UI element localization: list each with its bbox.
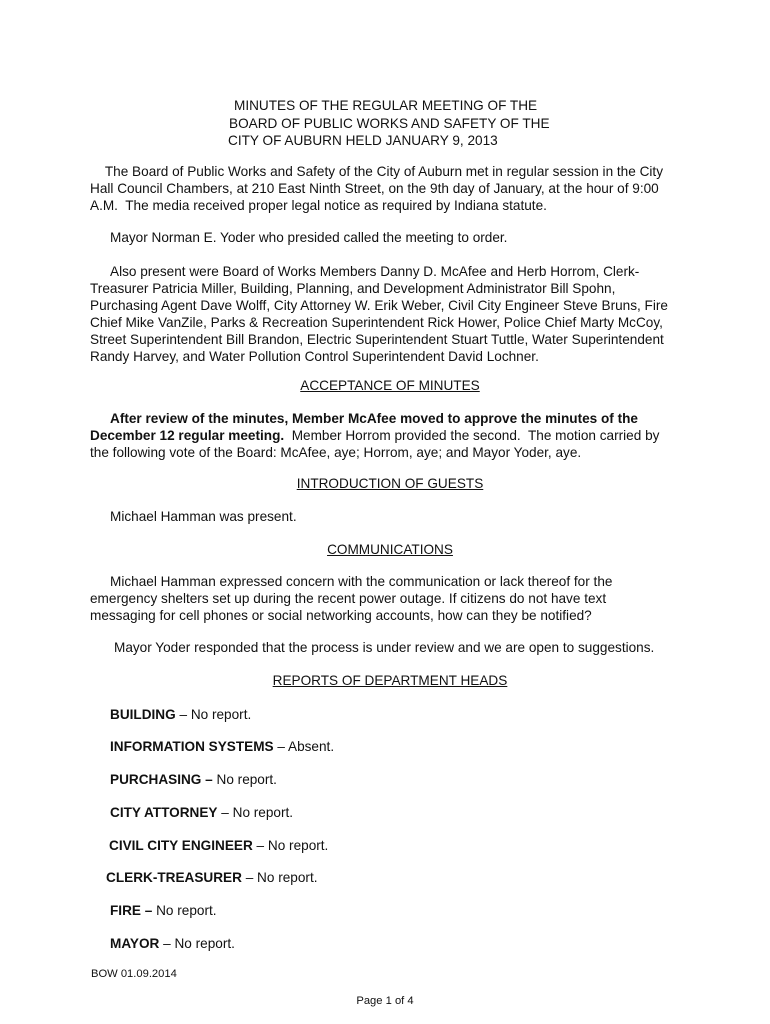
communications-line: emergency shelters set up during the recent power outage. If citizens do not have text — [90, 591, 607, 606]
report-dept: CLERK-TREASURER — [106, 870, 242, 885]
title-line-2: BOARD OF PUBLIC WORKS AND SAFETY OF THE — [229, 115, 550, 131]
report-text: – No report. — [175, 707, 252, 722]
communications-line: messaging for cell phones or social networking accounts, how can they be notified? — [90, 608, 592, 623]
communications-paragraph — [90, 573, 686, 624]
report-dept: MAYOR — [110, 936, 160, 951]
report-dept: PURCHASING – — [110, 772, 213, 787]
report-text: – No report. — [241, 870, 318, 885]
footer-document-id: BOW 01.09.2014 — [91, 968, 177, 980]
report-building — [110, 706, 251, 723]
report-information-systems — [110, 738, 334, 755]
mayor-response-line: Mayor Yoder responded that the process is under review and we are open to suggestions. — [114, 640, 655, 655]
report-dept: BUILDING — [110, 707, 176, 722]
report-dept: FIRE – — [110, 903, 153, 918]
title-line-1: MINUTES OF THE REGULAR MEETING OF THE — [234, 98, 538, 113]
intro-paragraph — [90, 163, 686, 214]
mayor-response-paragraph — [90, 639, 710, 656]
communications-line: Michael Hamman expressed concern with the communication or lack thereof for the — [110, 574, 613, 589]
guests-line: Michael Hamman was present. — [110, 509, 297, 524]
present-line: Treasurer Patricia Miller, Building, Planning, and Development Administrator Bill Spohn, — [90, 281, 616, 296]
report-text: – Absent. — [273, 739, 335, 754]
report-text: No report. — [212, 772, 277, 787]
report-civil-city-engineer — [109, 837, 328, 854]
acceptance-paragraph — [90, 410, 686, 461]
document-title — [228, 97, 568, 150]
guests-paragraph — [90, 508, 706, 525]
present-line: Also present were Board of Works Members Danny D. McAfee and Herb Horrom, Clerk- — [110, 264, 640, 279]
acceptance-line-3: the following vote of the Board: McAfee, aye; Horrom, aye; and Mayor Yoder, aye. — [90, 445, 582, 460]
heading-acceptance-of-minutes: ACCEPTANCE OF MINUTES — [300, 378, 480, 393]
heading-communications: COMMUNICATIONS — [327, 542, 453, 557]
report-mayor — [110, 935, 235, 952]
present-paragraph — [90, 263, 686, 365]
report-city-attorney — [110, 804, 293, 821]
report-purchasing — [110, 771, 277, 788]
present-line: Chief Mike VanZile, Parks & Recreation Superintendent Rick Hower, Police Chief Marty McCoy, — [90, 315, 663, 330]
intro-line: A.M. The media received proper legal notice as required by Indiana statute. — [90, 198, 547, 213]
present-line: Street Superintendent Bill Brandon, Electric Superintendent Stuart Tuttle, Water Superintendent — [90, 332, 664, 347]
report-clerk-treasurer — [106, 869, 318, 886]
presided-paragraph — [90, 229, 706, 246]
heading-reports-of-department-heads: REPORTS OF DEPARTMENT HEADS — [272, 673, 508, 688]
present-line: Randy Harvey, and Water Pollution Control Superintendent David Lochner. — [90, 349, 539, 364]
intro-line: Hall Council Chambers, at 210 East Ninth Street, on the 9th day of January, at the hour of 9:00 — [90, 181, 659, 196]
acceptance-second-text: Member Horrom provided the second. The motion carried by — [284, 428, 660, 443]
report-text: – No report. — [217, 805, 294, 820]
acceptance-line-2 — [90, 427, 686, 444]
report-text: No report. — [152, 903, 217, 918]
heading-introduction-of-guests: INTRODUCTION OF GUESTS — [296, 476, 484, 491]
presided-line: Mayor Norman E. Yoder who presided called the meeting to order. — [110, 230, 508, 245]
present-line: Purchasing Agent Dave Wolff, City Attorney W. Erik Weber, Civil City Engineer Steve Bruns, Fire — [90, 298, 668, 313]
report-text: – No report. — [252, 838, 329, 853]
footer-page-number: Page 1 of 4 — [356, 995, 414, 1007]
report-dept: CITY ATTORNEY — [110, 805, 218, 820]
acceptance-line-1: After review of the minutes, Member McAfee moved to approve the minutes of the — [110, 411, 638, 426]
report-dept: CIVIL CITY ENGINEER — [109, 838, 253, 853]
title-line-3: CITY OF AUBURN HELD JANUARY 9, 2013 — [228, 133, 498, 148]
intro-line: The Board of Public Works and Safety of the City of Auburn met in regular session in the City — [90, 164, 663, 179]
acceptance-motion-text: December 12 regular meeting. — [90, 428, 285, 443]
report-fire — [110, 902, 217, 919]
report-dept: INFORMATION SYSTEMS — [110, 739, 274, 754]
report-text: – No report. — [159, 936, 235, 951]
